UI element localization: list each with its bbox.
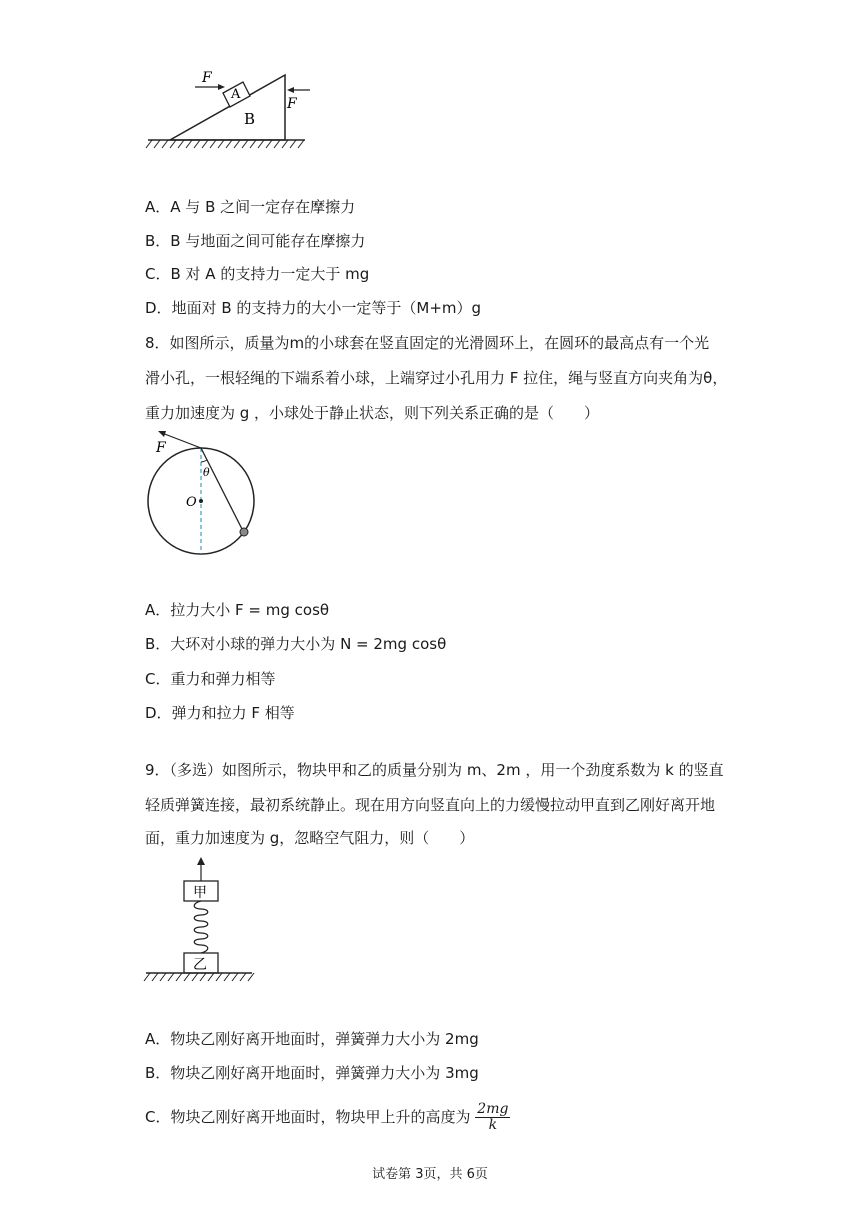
q8-stem-line3: 重力加速度为 g ，小球处于静止状态，则下列关系正确的是（ ） [145,404,600,422]
q9-option-b: B．物块乙刚好离开地面时，弹簧弹力大小为 3mg [145,1064,479,1082]
q7-option-d: D．地面对 B 的支持力的大小一定等于（M+m）g [145,299,482,317]
label-theta: θ [203,466,210,479]
label-a: A [231,87,241,102]
label-f-right: F [287,96,297,112]
label-f: F [156,440,166,456]
label-f-left: F [202,70,212,86]
spring [194,901,208,953]
q9-option-c: C．物块乙刚好离开地面时，物块甲上升的高度为 $\frac{2mg}{k}$ [145,1101,509,1133]
q9-stem-line1: 9．（多选）如图所示，物块甲和乙的质量分别为 m、2m ，用一个劲度系数为 k 的竖直 [145,761,724,779]
q7-option-b: B．B 与地面之间可能存在摩擦力 [145,232,366,250]
q8-stem-line1: 8．如图所示，质量为m的小球套在竖直固定的光滑圆环上，在圆环的最高点有一个光 [145,334,710,352]
q7-option-a: A．A 与 B 之间一定存在摩擦力 [145,198,356,216]
q9-option-a: A．物块乙刚好离开地面时，弹簧弹力大小为 2mg [145,1030,479,1048]
ring-figure [140,425,265,560]
q9-stem-line3: 面，重力加速度为 g，忽略空气阻力，则（ ） [145,829,475,847]
q8-option-c: C．重力和弹力相等 [145,670,276,688]
wedge-b [170,75,285,140]
q8-stem-line2: 滑小孔，一根轻绳的下端系着小球，上端穿过小孔用力 F 拉住，绳与竖直方向夹角为θ， [145,369,728,387]
q8-option-d: D．弹力和拉力 F 相等 [145,704,295,722]
label-yi: 乙 [193,957,207,973]
spring-figure [140,855,260,985]
page-footer: 试卷第 3页，共 6页 [372,1167,488,1182]
label-o: O [186,495,197,510]
label-b: B [244,110,256,128]
fraction-2mg-over-k: $\frac{2mg}{k}$ [477,1101,509,1133]
q8-option-b: B．大环对小球的弹力大小为 N = 2mg cosθ [145,635,447,653]
q8-option-a: A．拉力大小 F = mg cosθ [145,601,330,619]
q7-option-c: C．B 对 A 的支持力一定大于 mg [145,265,370,283]
q9-stem-line2: 轻质弹簧连接，最初系统静止。现在用方向竖直向上的力缓慢拉动甲直到乙刚好离开地 [145,796,716,814]
label-jia: 甲 [193,885,207,901]
incline-figure [140,60,320,155]
